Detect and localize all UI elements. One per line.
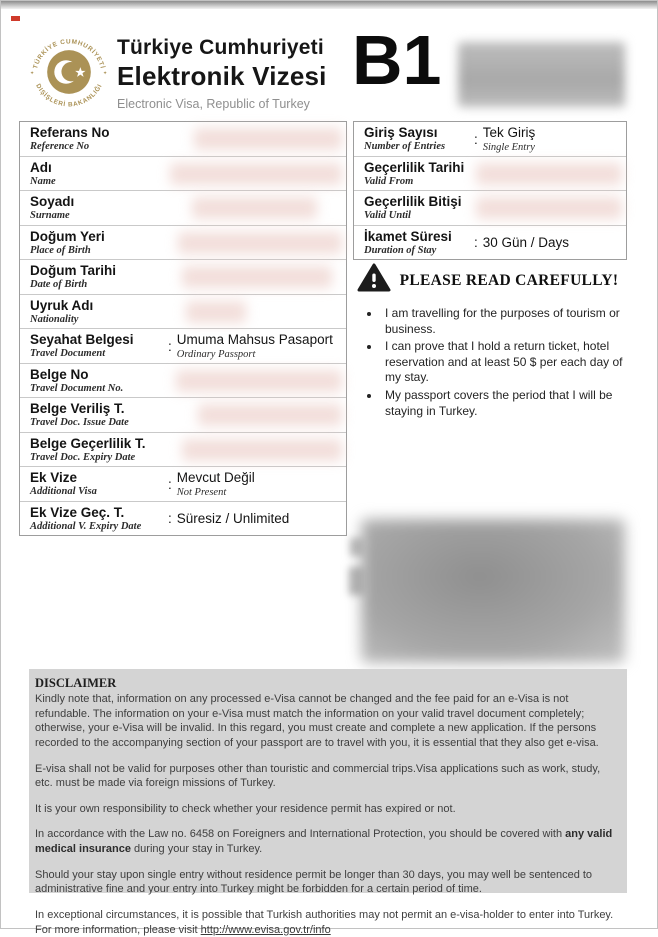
disclaimer-section	[29, 669, 627, 936]
value-colon: :	[168, 476, 172, 492]
field-label-english: Date of Birth	[30, 279, 88, 291]
field-value	[168, 367, 342, 396]
disclaimer-paragraph	[35, 908, 617, 937]
field-label-english: Nationality	[30, 313, 79, 325]
field-value	[474, 229, 622, 258]
value-colon: :	[474, 235, 478, 251]
seal-separator-icon: ✦	[29, 70, 35, 77]
field-labels	[30, 263, 168, 292]
field-value	[168, 470, 342, 499]
field-labels	[364, 194, 474, 223]
field-label-english: Place of Birth	[30, 244, 91, 256]
redacted-value	[182, 266, 332, 288]
field-labels	[30, 298, 168, 327]
field-value	[168, 436, 342, 465]
redacted-value	[198, 404, 342, 426]
field-row	[20, 260, 346, 295]
field-row	[20, 226, 346, 261]
field-row	[20, 295, 346, 330]
field-row	[20, 364, 346, 399]
disclaimer-text: Kindly note that, information on any processed e-Visa cannot be changed and the fee paid for an e-Visa is not refundable. The information on your e-Visa must match the information on your valid travel document completely; otherwise, your e-Visa will be invalid. In this regard, you must create and complete a new application. If the persons recorded to the accompanying section of your passport are to travel with you, it is essential that they also get e-visa.	[35, 693, 599, 749]
field-value	[474, 194, 622, 223]
field-label-turkish: Ek Vize Geç. T.	[30, 504, 125, 520]
warning-section	[353, 263, 633, 421]
field-label-english: Valid Until	[364, 210, 411, 222]
field-label-turkish: Belge Veriliş T.	[30, 401, 125, 416]
field-label-turkish: İkamet Süresi	[364, 228, 452, 244]
field-row	[20, 329, 346, 364]
field-label-english: Duration of Stay	[364, 244, 437, 256]
field-label-turkish: Adı	[30, 159, 52, 175]
red-annotation-mark	[11, 16, 20, 21]
field-value	[474, 125, 622, 154]
value-colon: :	[168, 338, 172, 354]
visa-type-code: B1	[352, 21, 442, 99]
field-labels	[30, 125, 168, 154]
warning-bullet-item: • My passport covers the period that I will be staying in Turkey.	[381, 388, 633, 419]
field-value	[168, 194, 342, 223]
field-label-turkish: Doğum Tarihi	[30, 263, 116, 278]
redacted-visa-number	[458, 42, 625, 107]
field-value-text: 30 Gün / Days	[482, 234, 570, 250]
field-label-english: Travel Doc. Issue Date	[30, 417, 129, 429]
disclaimer-heading: DISCLAIMER	[35, 676, 117, 690]
field-labels	[30, 367, 168, 396]
disclaimer-text: during your stay in Turkey.	[131, 843, 263, 855]
disclaimer-text: In exceptional circumstances, it is possible that Turkish authorities may not permit an e-visa-holder to enter into Turkey.	[35, 908, 614, 921]
field-row	[20, 502, 346, 536]
field-value-wrap	[177, 511, 290, 527]
field-value	[168, 401, 342, 430]
field-value-text: Mevcut Değil	[176, 469, 255, 485]
field-value-subtext: Single Entry	[482, 141, 535, 153]
redacted-value	[178, 232, 342, 254]
field-row	[354, 191, 626, 226]
field-value-wrap	[177, 332, 333, 361]
field-value-wrap	[177, 470, 255, 499]
field-value	[168, 229, 342, 258]
field-label-turkish: Soyadı	[30, 194, 75, 209]
disclaimer-text: E-visa shall not be valid for purposes other than touristic and commercial trips.Visa applications such as work, study, etc. must be made via foreign missions of Turkey.	[35, 762, 601, 790]
field-value-text: Umuma Mahsus Pasaport	[176, 331, 333, 347]
warning-header	[353, 263, 633, 298]
field-labels	[30, 229, 168, 258]
field-row	[354, 226, 626, 260]
field-labels	[30, 332, 168, 361]
field-value-wrap	[483, 125, 536, 154]
field-label-english: Travel Document No.	[30, 382, 124, 394]
field-value	[168, 263, 342, 292]
field-label-english: Additional V. Expiry Date	[30, 520, 142, 532]
title-turkish-line1: Türkiye Cumhuriyeti	[117, 36, 324, 59]
field-value-text: Tek Giriş	[482, 124, 536, 140]
value-colon: :	[474, 131, 478, 147]
turkey-ministry-seal-icon	[27, 30, 111, 114]
field-label-english: Number of Entries	[364, 141, 446, 153]
redacted-value	[170, 163, 342, 185]
title-turkish-line2: Elektronik Vizesi	[117, 61, 327, 91]
disclaimer-body	[35, 692, 617, 937]
redacted-value	[182, 439, 342, 461]
warning-bullet-item: • I can prove that I hold a return ticket, hotel reservation and at least 50 $ per each day of my stay.	[381, 339, 633, 386]
warning-title: PLEASE READ CAREFULLY!	[399, 271, 619, 289]
disclaimer-paragraph	[35, 827, 617, 856]
seal-text-bottom: DIŞİŞLERİ BAKANLIĞI	[34, 82, 104, 109]
field-labels	[30, 160, 168, 189]
redacted-value	[476, 197, 622, 219]
disclaimer-text: It is your own responsibility to check whether your residence permit has expired or not.	[35, 802, 456, 815]
value-colon: :	[168, 511, 172, 527]
field-label-turkish: Belge Geçerlilik T.	[30, 435, 146, 451]
disclaimer-text: Should your stay upon single entry without residence permit be longer than 30 days, you may well be sentenced to administrative fine and your entry into Turkey might be forbidden for a certain period of time.	[35, 868, 593, 896]
seal-text-top: TÜRKİYE CUMHURİYETİ	[32, 38, 106, 70]
warning-triangle-icon	[357, 263, 391, 298]
field-value	[168, 505, 342, 534]
field-row	[20, 157, 346, 192]
field-label-turkish: Referans No	[30, 125, 110, 140]
field-labels	[364, 160, 474, 189]
field-label-english: Surname	[30, 210, 70, 222]
field-labels	[364, 229, 474, 258]
document-title-block	[117, 36, 327, 111]
field-labels	[30, 401, 168, 430]
field-label-turkish: Giriş Sayısı	[364, 125, 438, 140]
disclaimer-paragraph	[35, 762, 617, 791]
redacted-content-block	[361, 519, 625, 663]
field-value	[168, 298, 342, 327]
warning-bullet-list	[353, 306, 633, 419]
warning-bullet-item: • I am travelling for the purposes of tourism or business.	[381, 306, 633, 337]
field-label-turkish: Seyahat Belgesi	[30, 332, 134, 347]
field-label-turkish: Uyruk Adı	[30, 297, 94, 313]
field-label-english: Travel Document	[30, 348, 106, 360]
disclaimer-paragraph	[35, 802, 617, 817]
redacted-value	[176, 370, 342, 392]
disclaimer-text: In accordance with the Law no. 6458 on Foreigners and International Protection, you should be covered with	[35, 828, 566, 841]
field-label-turkish: Geçerlilik Bitişi	[364, 194, 462, 209]
field-row	[20, 191, 346, 226]
disclaimer-text: For more information, please visit	[35, 923, 201, 936]
field-row	[20, 122, 346, 157]
field-labels	[364, 125, 474, 154]
disclaimer-paragraph	[35, 868, 617, 897]
field-row	[20, 398, 346, 433]
field-value	[168, 160, 342, 189]
seal-separator-icon: ✦	[103, 70, 108, 77]
field-label-turkish: Geçerlilik Tarihi	[364, 159, 465, 175]
disclaimer-text: any valid medical insurance	[35, 828, 613, 855]
field-value-subtext: Not Present	[176, 486, 227, 498]
field-labels	[30, 194, 168, 223]
disclaimer-paragraph	[35, 692, 617, 751]
field-row	[354, 157, 626, 192]
field-value	[474, 160, 622, 189]
field-value	[168, 332, 342, 361]
redacted-value	[476, 163, 622, 185]
redacted-value	[192, 197, 317, 219]
applicant-fields-table	[19, 121, 347, 536]
field-value	[168, 125, 342, 154]
field-value-subtext: Ordinary Passport	[176, 348, 256, 360]
field-labels	[30, 470, 168, 499]
field-label-turkish: Doğum Yeri	[30, 228, 105, 244]
field-value-text: Süresiz / Unlimited	[176, 510, 290, 526]
page-top-edge	[1, 1, 657, 9]
title-english-subtitle: Electronic Visa, Republic of Turkey	[117, 97, 310, 111]
field-label-english: Travel Doc. Expiry Date	[30, 451, 136, 463]
visa-validity-table	[353, 121, 627, 260]
field-row	[354, 122, 626, 157]
field-row	[20, 433, 346, 468]
evisa-info-link[interactable]: http://www.evisa.gov.tr/info	[200, 923, 331, 936]
field-label-english: Name	[30, 175, 56, 187]
field-row	[20, 467, 346, 502]
field-value-wrap	[483, 235, 569, 251]
field-label-turkish: Belge No	[30, 366, 89, 382]
redacted-value	[186, 301, 246, 323]
field-label-english: Valid From	[364, 175, 414, 187]
field-labels	[30, 505, 168, 534]
field-labels	[30, 436, 168, 465]
field-label-turkish: Ek Vize	[30, 470, 78, 485]
field-label-english: Additional Visa	[30, 486, 97, 498]
redacted-value	[194, 128, 342, 150]
field-label-english: Reference No	[30, 141, 90, 153]
